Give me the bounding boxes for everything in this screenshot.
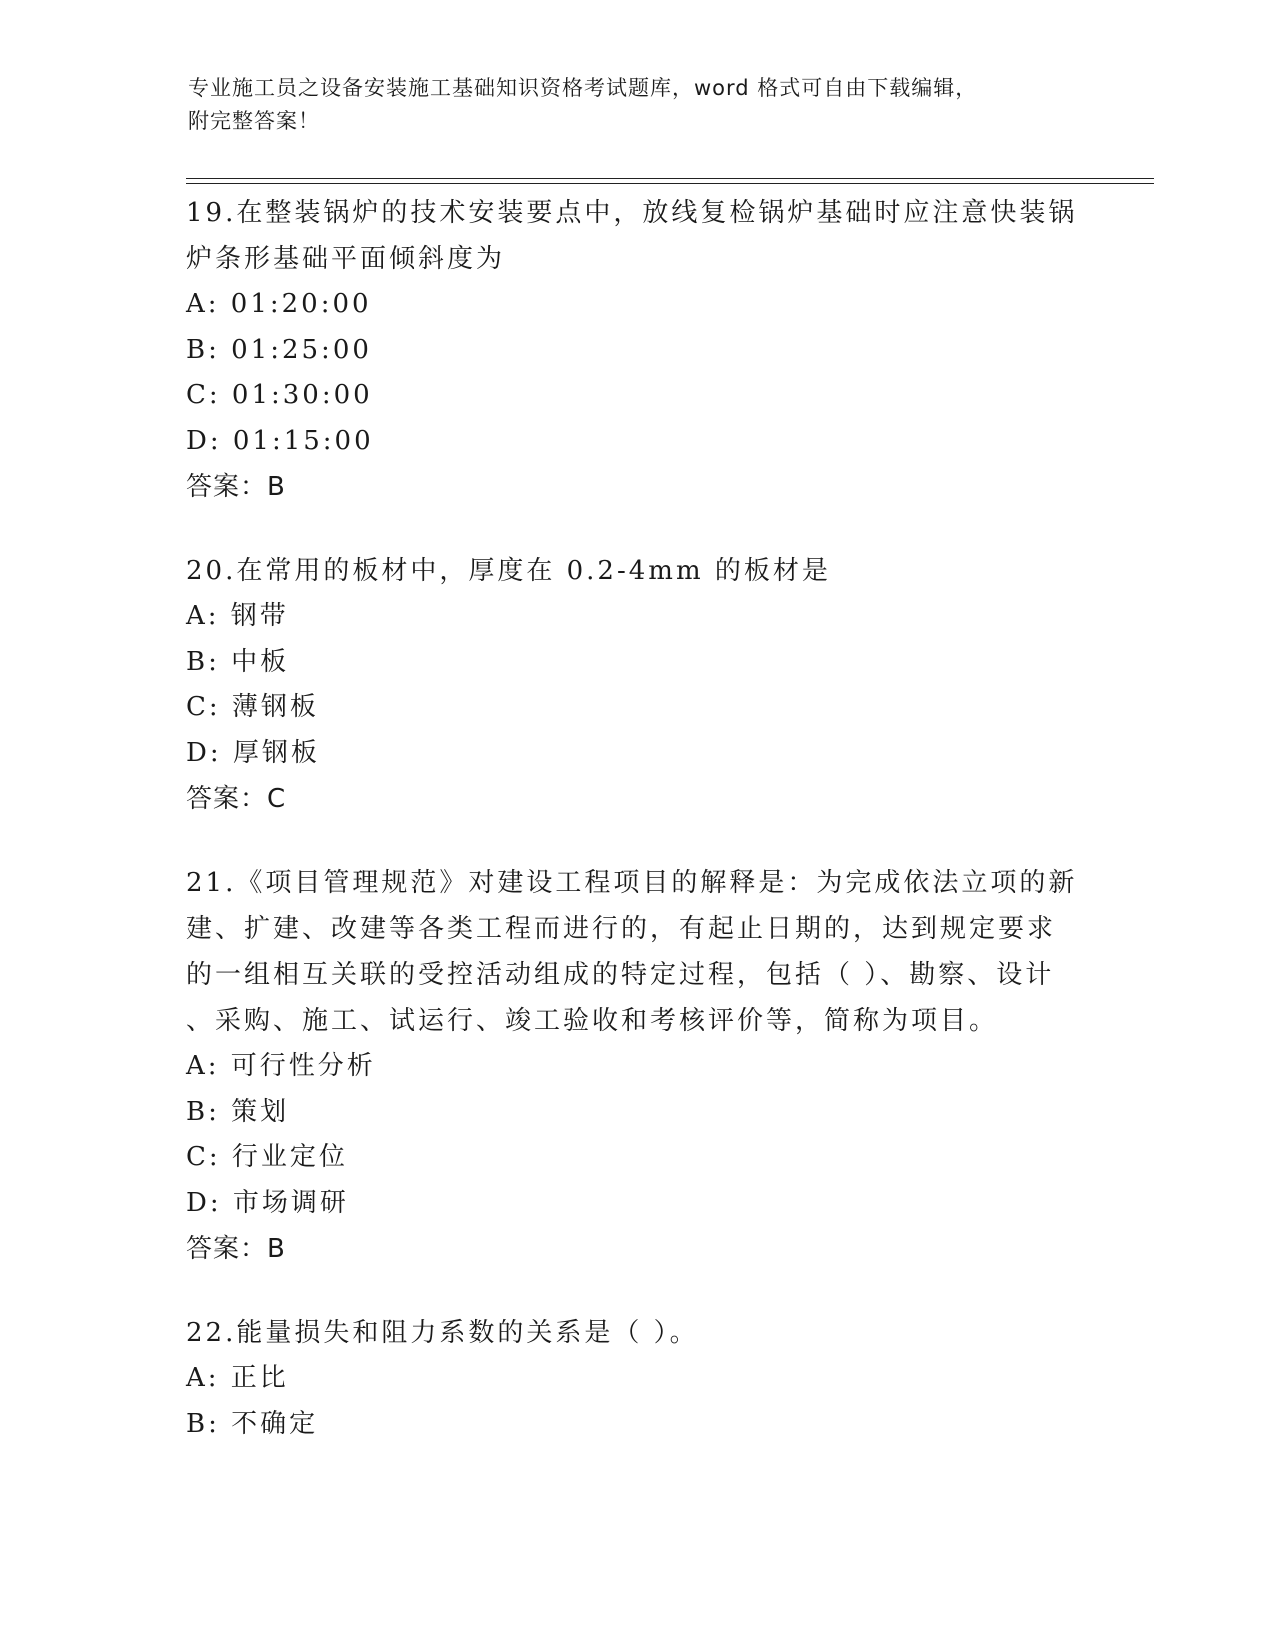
option-d: D: 01:15:00: [186, 425, 374, 456]
question-stem-line: 炉条形基础平面倾斜度为: [186, 244, 506, 274]
option-a: A: 可行性分析: [186, 1051, 376, 1081]
question-22: [186, 1310, 1086, 1447]
option-a: A: 钢带: [186, 601, 289, 631]
question-list: [186, 190, 1086, 1485]
option-b: B: 中板: [186, 646, 290, 677]
option-d: D: 市场调研: [186, 1187, 349, 1218]
question-stem-line: 19.在整装锅炉的技术安装要点中，放线复检锅炉基础时应注意快装锅: [186, 198, 1078, 228]
header-title-line-2: 附完整答案！: [188, 109, 320, 133]
option-b: B: 不确定: [186, 1408, 319, 1439]
option-b: B: 01:25:00: [186, 334, 372, 365]
answer-line: 答案：B: [186, 1234, 286, 1264]
question-stem-line: 的一组相互关联的受控活动组成的特定过程，包括（ ）、勘察、设计: [186, 960, 1055, 990]
question-stem-line: 建、扩建、改建等各类工程而进行的，有起止日期的，达到规定要求: [186, 914, 1057, 944]
question-stem-line: 22.能量损失和阻力系数的关系是（ ）。: [186, 1318, 699, 1348]
option-d: D: 厚钢板: [186, 737, 320, 768]
question-20: [186, 548, 1086, 822]
header-title-line-1: 专业施工员之设备安装施工基础知识资格考试题库，word 格式可自由下载编辑，: [188, 76, 978, 100]
header-divider-top: [186, 178, 1154, 179]
document-header: [188, 72, 1088, 138]
option-a: A: 01:20:00: [186, 289, 372, 319]
question-stem-line: 20.在常用的板材中，厚度在 0.2-4mm 的板材是: [186, 556, 831, 586]
option-c: C: 行业定位: [186, 1142, 348, 1172]
option-c: C: 01:30:00: [186, 380, 373, 410]
question-21: [186, 860, 1086, 1272]
question-stem-line: 、采购、施工、试运行、竣工验收和考核评价等，简称为项目。: [186, 1006, 999, 1036]
option-a: A: 正比: [186, 1363, 289, 1393]
answer-line: 答案：B: [186, 472, 286, 502]
header-divider-bottom: [186, 183, 1154, 184]
option-b: B: 策划: [186, 1096, 290, 1127]
option-c: C: 薄钢板: [186, 692, 319, 722]
answer-line: 答案：C: [186, 784, 287, 814]
question-19: [186, 190, 1086, 510]
question-stem-line: 21.《项目管理规范》对建设工程项目的解释是：为完成依法立项的新: [186, 868, 1078, 898]
